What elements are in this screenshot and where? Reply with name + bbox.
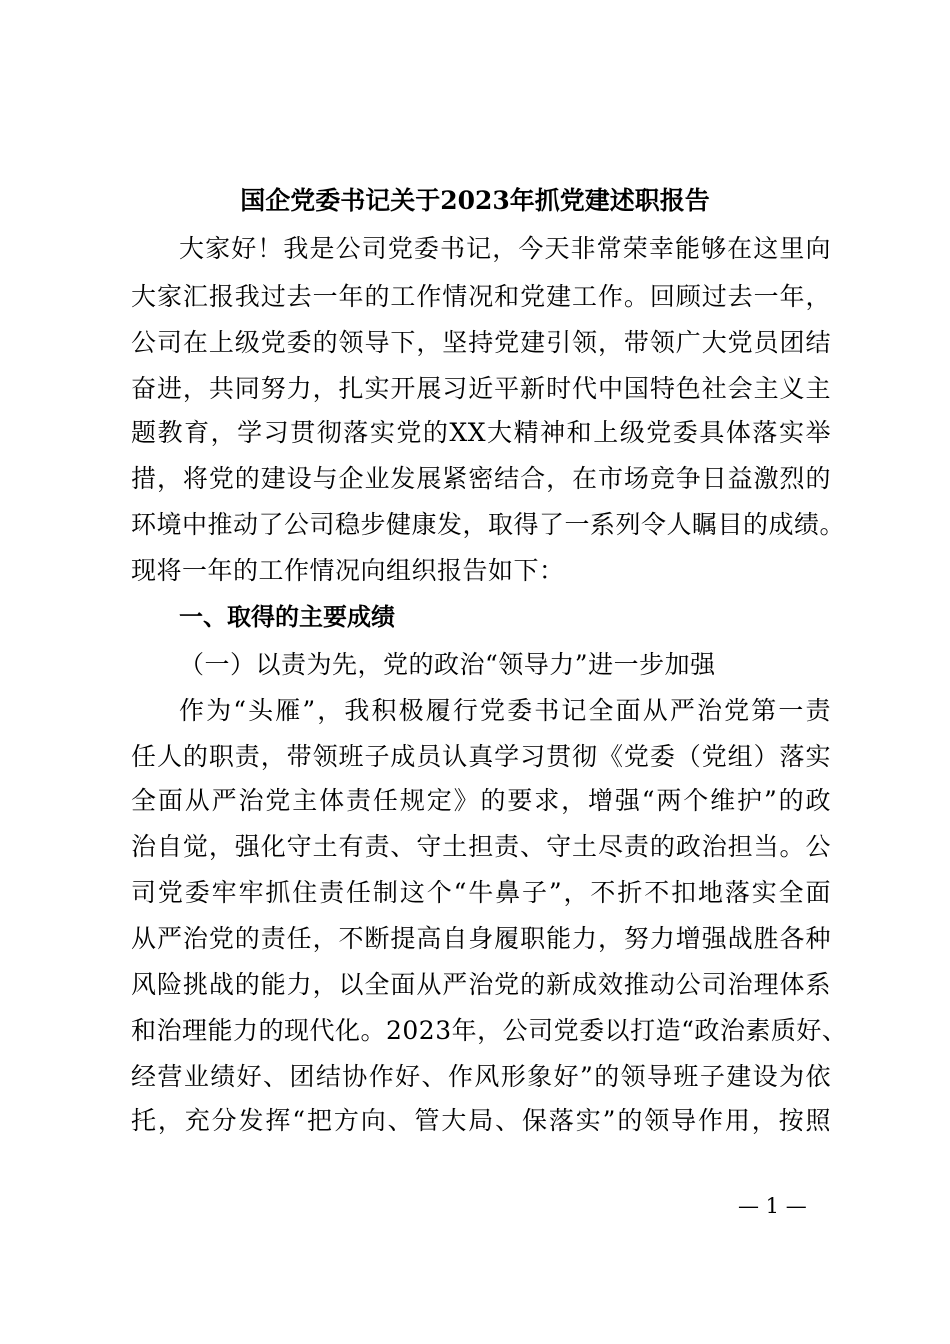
body-line: 从严治党的责任，不断提高自身履职能力，努力增强战胜各种 [131, 924, 831, 953]
body-line: 风险挑战的能力，以全面从严治党的新成效推动公司治理体系 [131, 970, 831, 999]
body-line: 作为“头雁”，我积极履行党委书记全面从严治党第一责 [179, 696, 831, 725]
intro-line: 环境中推动了公司稳步健康发，取得了一系列令人瞩目的成绩。 [131, 510, 846, 539]
intro-line: 大家好！我是公司党委书记，今天非常荣幸能够在这里向 [179, 234, 831, 263]
body-line: 和治理能力的现代化。2023年，公司党委以打造“政治素质好、 [131, 1016, 848, 1045]
body-line: 经营业绩好、团结协作好、作风形象好”的领导班子建设为依 [131, 1062, 831, 1091]
subsection-heading: （一）以责为先，党的政治“领导力”进一步加强 [179, 650, 716, 679]
section-heading: 一、取得的主要成绩 [179, 603, 395, 631]
body-line: 任人的职责，带领班子成员认真学习贯彻《党委（党组）落实 [131, 742, 831, 771]
intro-line: 现将一年的工作情况向组织报告如下： [131, 556, 565, 585]
body-line: 全面从严治党主体责任规定》的要求，增强“两个维护”的政 [131, 786, 831, 815]
body-line: 托，充分发挥“把方向、管大局、保落实”的领导作用，按照 [131, 1106, 831, 1135]
document-title: 国企党委书记关于2023年抓党建述职报告 [240, 186, 710, 215]
body-line: 治自觉，强化守土有责、守土担责、守土尽责的政治担当。公 [131, 832, 831, 861]
body-line: 司党委牢牢抓住责任制这个“牛鼻子”，不折不扣地落实全面 [131, 878, 831, 907]
intro-line: 大家汇报我过去一年的工作情况和党建工作。回顾过去一年， [131, 282, 831, 311]
intro-line: 题教育，学习贯彻落实党的XX大精神和上级党委具体落实举 [131, 418, 831, 447]
intro-line: 公司在上级党委的领导下，坚持党建引领，带领广大党员团结 [131, 328, 831, 357]
intro-line: 奋进，共同努力，扎实开展习近平新时代中国特色社会主义主 [131, 374, 831, 403]
page-number: — 1 — [738, 1194, 807, 1218]
intro-line: 措，将党的建设与企业发展紧密结合，在市场竞争日益激烈的 [131, 464, 831, 493]
